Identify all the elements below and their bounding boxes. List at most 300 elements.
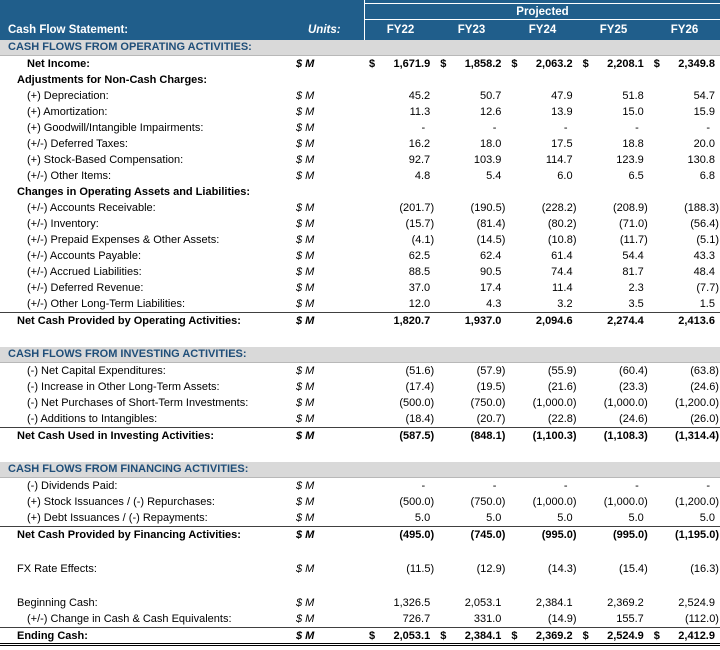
year-header-fy22: FY22 [386,24,415,36]
cell-value: (750.0) [470,397,506,409]
cell-value: 2,369.2 [535,629,573,642]
value-cell [649,597,720,609]
value-cell [578,365,649,377]
cell-value: 2,524.9 [607,629,644,642]
value-cell [506,58,577,70]
value-cell [364,218,435,230]
cell-value: (1,000.0) [532,397,577,409]
cell-value: - [563,122,568,134]
cell-value: 1.5 [699,298,715,310]
value-cell [578,266,649,278]
year-header-fy23: FY23 [457,24,486,36]
value-cell [578,480,649,492]
row-label: (+/-) Change in Cash & Cash Equivalents: [27,613,232,625]
cell-value: 17.5 [551,138,573,150]
units-cell: $ M [296,597,315,609]
table-row [0,264,720,280]
cell-value: - [421,122,426,134]
row-label: (+/-) Inventory: [27,218,99,230]
dollar-sign: $ [369,629,376,642]
dollar-sign: $ [440,629,447,642]
table-row [0,363,720,379]
table-row [0,168,720,184]
cell-value: 130.8 [687,154,715,166]
value-cell [578,202,649,214]
cell-value: 51.8 [622,90,644,102]
table-row [0,200,720,216]
cell-value: 11.4 [552,282,573,294]
cell-value: 5.0 [557,512,573,524]
cell-value: (995.0) [541,529,577,541]
dollar-sign: $ [653,58,660,70]
cell-value: (1,314.4) [674,430,719,442]
row-label: Changes in Operating Assets and Liabilities: [17,186,251,198]
cell-value: 11.3 [409,106,431,118]
value-cell [435,138,506,150]
header-projected-section [364,0,720,40]
value-cell [578,597,649,609]
value-cell [506,512,577,524]
value-cell [649,122,720,134]
cell-value: 92.7 [408,154,431,166]
table-row [0,379,720,395]
cell-value: 2,369.2 [607,597,644,609]
dollar-sign: $ [582,629,589,642]
header-left [0,0,364,40]
row-label: Net Cash Provided by Operating Activities: [17,315,241,327]
cell-value: (15.7) [405,218,435,230]
cell-value: 2,063.2 [535,58,573,70]
value-cell [435,106,506,118]
value-cell [506,122,577,134]
cell-value: (10.8) [547,234,577,246]
value-cell [506,106,577,118]
cell-value: (188.3) [684,202,719,214]
cell-value: (1,000.0) [532,496,577,508]
value-cell [578,218,649,230]
cell-value: 17.4 [479,282,502,294]
value-cell [578,496,649,508]
table-row [0,184,720,200]
cell-value: 81.7 [622,266,644,278]
cell-value: (14.5) [476,234,506,246]
cell-value: (56.4) [690,218,719,230]
table-row [0,611,720,627]
value-cell [506,170,577,182]
value-cell [364,154,435,166]
value-cell [364,529,435,541]
cell-value: (81.4) [476,218,506,230]
cell-value: 114.7 [545,154,573,166]
cell-value: (55.9) [547,365,577,377]
row-label: (+/-) Prepaid Expenses & Other Assets: [27,234,220,246]
value-cell [578,282,649,294]
units-cell: $ M [296,234,315,246]
table-row [0,494,720,510]
units-cell: $ M [296,202,315,214]
value-cell [649,397,720,409]
cell-value: 62.4 [479,250,502,262]
cell-value: 123.9 [616,154,644,166]
value-cell [649,365,720,377]
row-label: (+) Amortization: [27,106,108,118]
value-cell [435,480,506,492]
row-label: (-) Additions to Intangibles: [27,413,158,425]
cell-value: (51.6) [405,365,435,377]
cell-value: (60.4) [619,365,648,377]
table-row [0,120,720,136]
units-cell: $ M [296,480,315,492]
value-cell [435,315,506,327]
row-label: (+/-) Accounts Receivable: [27,202,156,214]
cell-value: (495.0) [399,529,435,541]
cell-value: 103.9 [473,154,502,166]
cell-value: 1,820.7 [393,315,431,327]
value-cell [506,266,577,278]
units-cell: $ M [296,613,315,625]
cell-value: - [706,480,710,492]
cell-value: 16.2 [408,138,431,150]
cell-value: 37.0 [408,282,431,294]
dollar-sign: $ [369,58,376,70]
value-cell [435,365,506,377]
value-cell [435,381,506,393]
cell-value: (1,000.0) [603,397,648,409]
cell-value: 2,384.1 [464,629,502,642]
value-cell [506,138,577,150]
value-cell [578,430,649,442]
value-cell [578,298,649,310]
cell-value: 2,349.8 [678,58,715,70]
value-cell [649,529,720,541]
value-cell [506,90,577,102]
value-cell [578,512,649,524]
value-cell [435,202,506,214]
cell-value: 155.7 [616,613,644,625]
value-cell [649,512,720,524]
cell-value: - [492,480,497,492]
units-cell: $ M [296,250,315,262]
cell-value: (63.8) [690,365,719,377]
value-cell [506,154,577,166]
value-cell [649,234,720,246]
dollar-sign: $ [440,58,447,70]
value-cell [364,430,435,442]
cell-value: 15.0 [622,106,644,118]
cell-value: (1,108.3) [603,430,648,442]
value-cell [435,529,506,541]
cell-value: (11.5) [406,563,435,575]
cell-value: 2,094.6 [535,315,573,327]
cell-value: 5.0 [628,512,644,524]
value-cell [364,496,435,508]
value-cell [578,315,649,327]
cell-value: (5.1) [696,234,719,246]
cell-value: - [635,122,639,134]
value-cell [578,90,649,102]
cell-value: 2,413.6 [678,315,715,327]
cell-value: (22.8) [547,413,577,425]
value-cell [649,58,720,70]
cell-value: 2,412.9 [678,629,715,642]
value-cell [506,563,577,575]
value-cell [435,630,506,642]
value-cell [578,106,649,118]
cell-value: 4.8 [414,170,431,182]
value-cell [506,630,577,642]
value-cell [649,170,720,182]
section-title: CASH FLOWS FROM FINANCING ACTIVITIES: [0,462,720,478]
cell-value: 48.4 [693,266,715,278]
cell-value: (12.9) [476,563,506,575]
value-cell [364,413,435,425]
cell-value: 20.0 [693,138,715,150]
table-row [0,312,720,329]
value-cell [364,298,435,310]
value-cell [506,496,577,508]
value-cell [364,122,435,134]
cell-value: 2.3 [628,282,644,294]
cell-value: (995.0) [612,529,648,541]
units-cell: $ M [296,529,315,541]
value-cell [578,58,649,70]
table-row [0,395,720,411]
cell-value: (17.4) [405,381,435,393]
cell-value: 6.5 [628,170,644,182]
table-row [0,280,720,296]
row-label: (+) Stock Issuances / (-) Repurchases: [27,496,215,508]
cell-value: 1,671.9 [393,58,431,70]
cell-value: 2,208.1 [607,58,644,70]
cell-value: (1,100.3) [532,430,577,442]
value-cell [578,234,649,246]
cell-value: - [635,480,639,492]
row-label: (+/-) Accrued Liabilities: [27,266,142,278]
value-cell [649,413,720,425]
value-cell [578,397,649,409]
value-cell [364,512,435,524]
year-header-fy26: FY26 [670,24,699,36]
row-label: (+) Stock-Based Compensation: [27,154,184,166]
cell-value: 331.0 [473,613,502,625]
units-cell: $ M [296,106,315,118]
value-cell [506,202,577,214]
value-cell [435,122,506,134]
cell-value: 43.3 [693,250,715,262]
row-label: Beginning Cash: [17,597,98,609]
units-cell: $ M [296,512,315,524]
cell-value: (14.9) [547,613,577,625]
value-cell [364,613,435,625]
cell-value: 13.9 [551,106,573,118]
value-cell [435,282,506,294]
cell-value: 2,053.1 [464,597,502,609]
table-row [0,561,720,577]
units-cell: $ M [296,563,315,575]
value-cell [578,381,649,393]
cell-value: (1,000.0) [603,496,648,508]
cell-value: 2,053.1 [393,629,431,642]
value-cell [578,170,649,182]
value-cell [435,613,506,625]
value-cell [649,90,720,102]
cell-value: 5.0 [486,512,502,524]
value-cell [364,234,435,246]
table-row [0,88,720,104]
value-cell [364,563,435,575]
value-cell [649,218,720,230]
row-label: (-) Dividends Paid: [27,480,118,492]
table-row [0,427,720,444]
value-cell [649,266,720,278]
value-cell [364,381,435,393]
table-row [0,478,720,494]
value-cell [578,563,649,575]
row-label: Ending Cash: [17,629,88,642]
table-row [0,526,720,543]
value-cell [435,266,506,278]
value-cell [364,58,435,70]
value-cell [649,563,720,575]
cell-value: (21.6) [547,381,577,393]
cell-value: 15.9 [693,106,715,118]
cell-value: 5.4 [486,170,502,182]
cell-value: 54.7 [693,90,715,102]
units-cell: $ M [296,122,315,134]
value-cell [435,250,506,262]
cell-value: (23.3) [619,381,648,393]
cell-value: (19.5) [476,381,506,393]
row-label: (+/-) Other Long-Term Liabilities: [27,298,186,310]
units-cell: $ M [296,138,315,150]
cell-value: 74.4 [551,266,573,278]
units-cell: $ M [296,381,315,393]
cell-value: 2,274.4 [607,315,644,327]
value-cell [435,218,506,230]
cell-value: (24.6) [690,381,719,393]
spacer-row [0,444,720,462]
cell-value: 47.9 [551,90,573,102]
dollar-sign: $ [582,58,589,70]
section-header-row [0,462,720,478]
value-cell [506,480,577,492]
value-cell [364,266,435,278]
cell-value: 54.4 [622,250,644,262]
value-cell [578,122,649,134]
cell-value: 62.5 [408,250,431,262]
cell-value: 5.0 [414,512,431,524]
cell-value: 18.8 [622,138,644,150]
units-column-header: Units: [308,24,341,36]
units-cell: $ M [296,90,315,102]
cell-value: 88.5 [408,266,431,278]
value-cell [435,597,506,609]
value-cell [649,298,720,310]
table-header [0,0,720,40]
cell-value: 18.0 [479,138,502,150]
cell-value: 2,384.1 [535,597,573,609]
row-label: Net Cash Used in Investing Activities: [17,430,215,442]
dollar-sign: $ [511,58,518,70]
value-cell [506,250,577,262]
table-row [0,216,720,232]
value-cell [364,106,435,118]
cell-value: (1,200.0) [674,496,719,508]
value-cell [578,529,649,541]
value-cell [649,480,720,492]
cell-value: (57.9) [476,365,506,377]
year-header-fy24: FY24 [528,24,557,36]
value-cell [649,106,720,118]
dollar-sign: $ [653,629,660,642]
cell-value: 90.5 [479,266,502,278]
cell-value: (20.7) [476,413,506,425]
units-cell: $ M [296,58,315,70]
value-cell [506,315,577,327]
value-cell [649,315,720,327]
units-cell: $ M [296,298,315,310]
value-cell [506,381,577,393]
cell-value: (4.1) [411,234,435,246]
row-label: (+) Goodwill/Intangible Impairments: [27,122,204,134]
cell-value: (112.0) [684,613,719,625]
value-cell [506,529,577,541]
cell-value: (71.0) [619,218,648,230]
cell-value: (228.2) [541,202,577,214]
cell-value: 1,937.0 [464,315,502,327]
cell-value: - [706,122,710,134]
cell-value: (848.1) [470,430,506,442]
row-label: (+) Depreciation: [27,90,109,102]
row-label: (-) Net Purchases of Short-Term Investments: [27,397,249,409]
value-cell [364,90,435,102]
value-cell [578,613,649,625]
value-cell [649,250,720,262]
cell-value: - [563,480,568,492]
value-cell [435,234,506,246]
row-label: Net Income: [27,58,90,70]
units-cell: $ M [296,365,315,377]
value-cell [506,218,577,230]
table-row [0,72,720,88]
page-title: Cash Flow Statement: [8,24,129,36]
cell-value: (201.7) [399,202,435,214]
value-cell [649,282,720,294]
cell-value: (24.6) [619,413,648,425]
cell-value: (500.0) [399,397,435,409]
cell-value: 3.5 [628,298,644,310]
cell-value: 1,326.5 [393,597,431,609]
value-cell [435,170,506,182]
row-label: (-) Increase in Other Long-Term Assets: [27,381,220,393]
cell-value: 5.0 [699,512,715,524]
value-cell [364,630,435,642]
cell-value: 3.2 [557,298,573,310]
value-cell [364,282,435,294]
value-cell [578,250,649,262]
cell-value: (208.9) [612,202,648,214]
cell-value: 726.7 [402,613,431,625]
value-cell [435,58,506,70]
cell-value: (587.5) [399,430,435,442]
value-cell [506,597,577,609]
cell-value: 4.3 [486,298,502,310]
cell-value: (745.0) [470,529,506,541]
row-label: (-) Net Capital Expenditures: [27,365,166,377]
value-cell [364,138,435,150]
table-row [0,411,720,427]
cell-value: 1,858.2 [464,58,502,70]
